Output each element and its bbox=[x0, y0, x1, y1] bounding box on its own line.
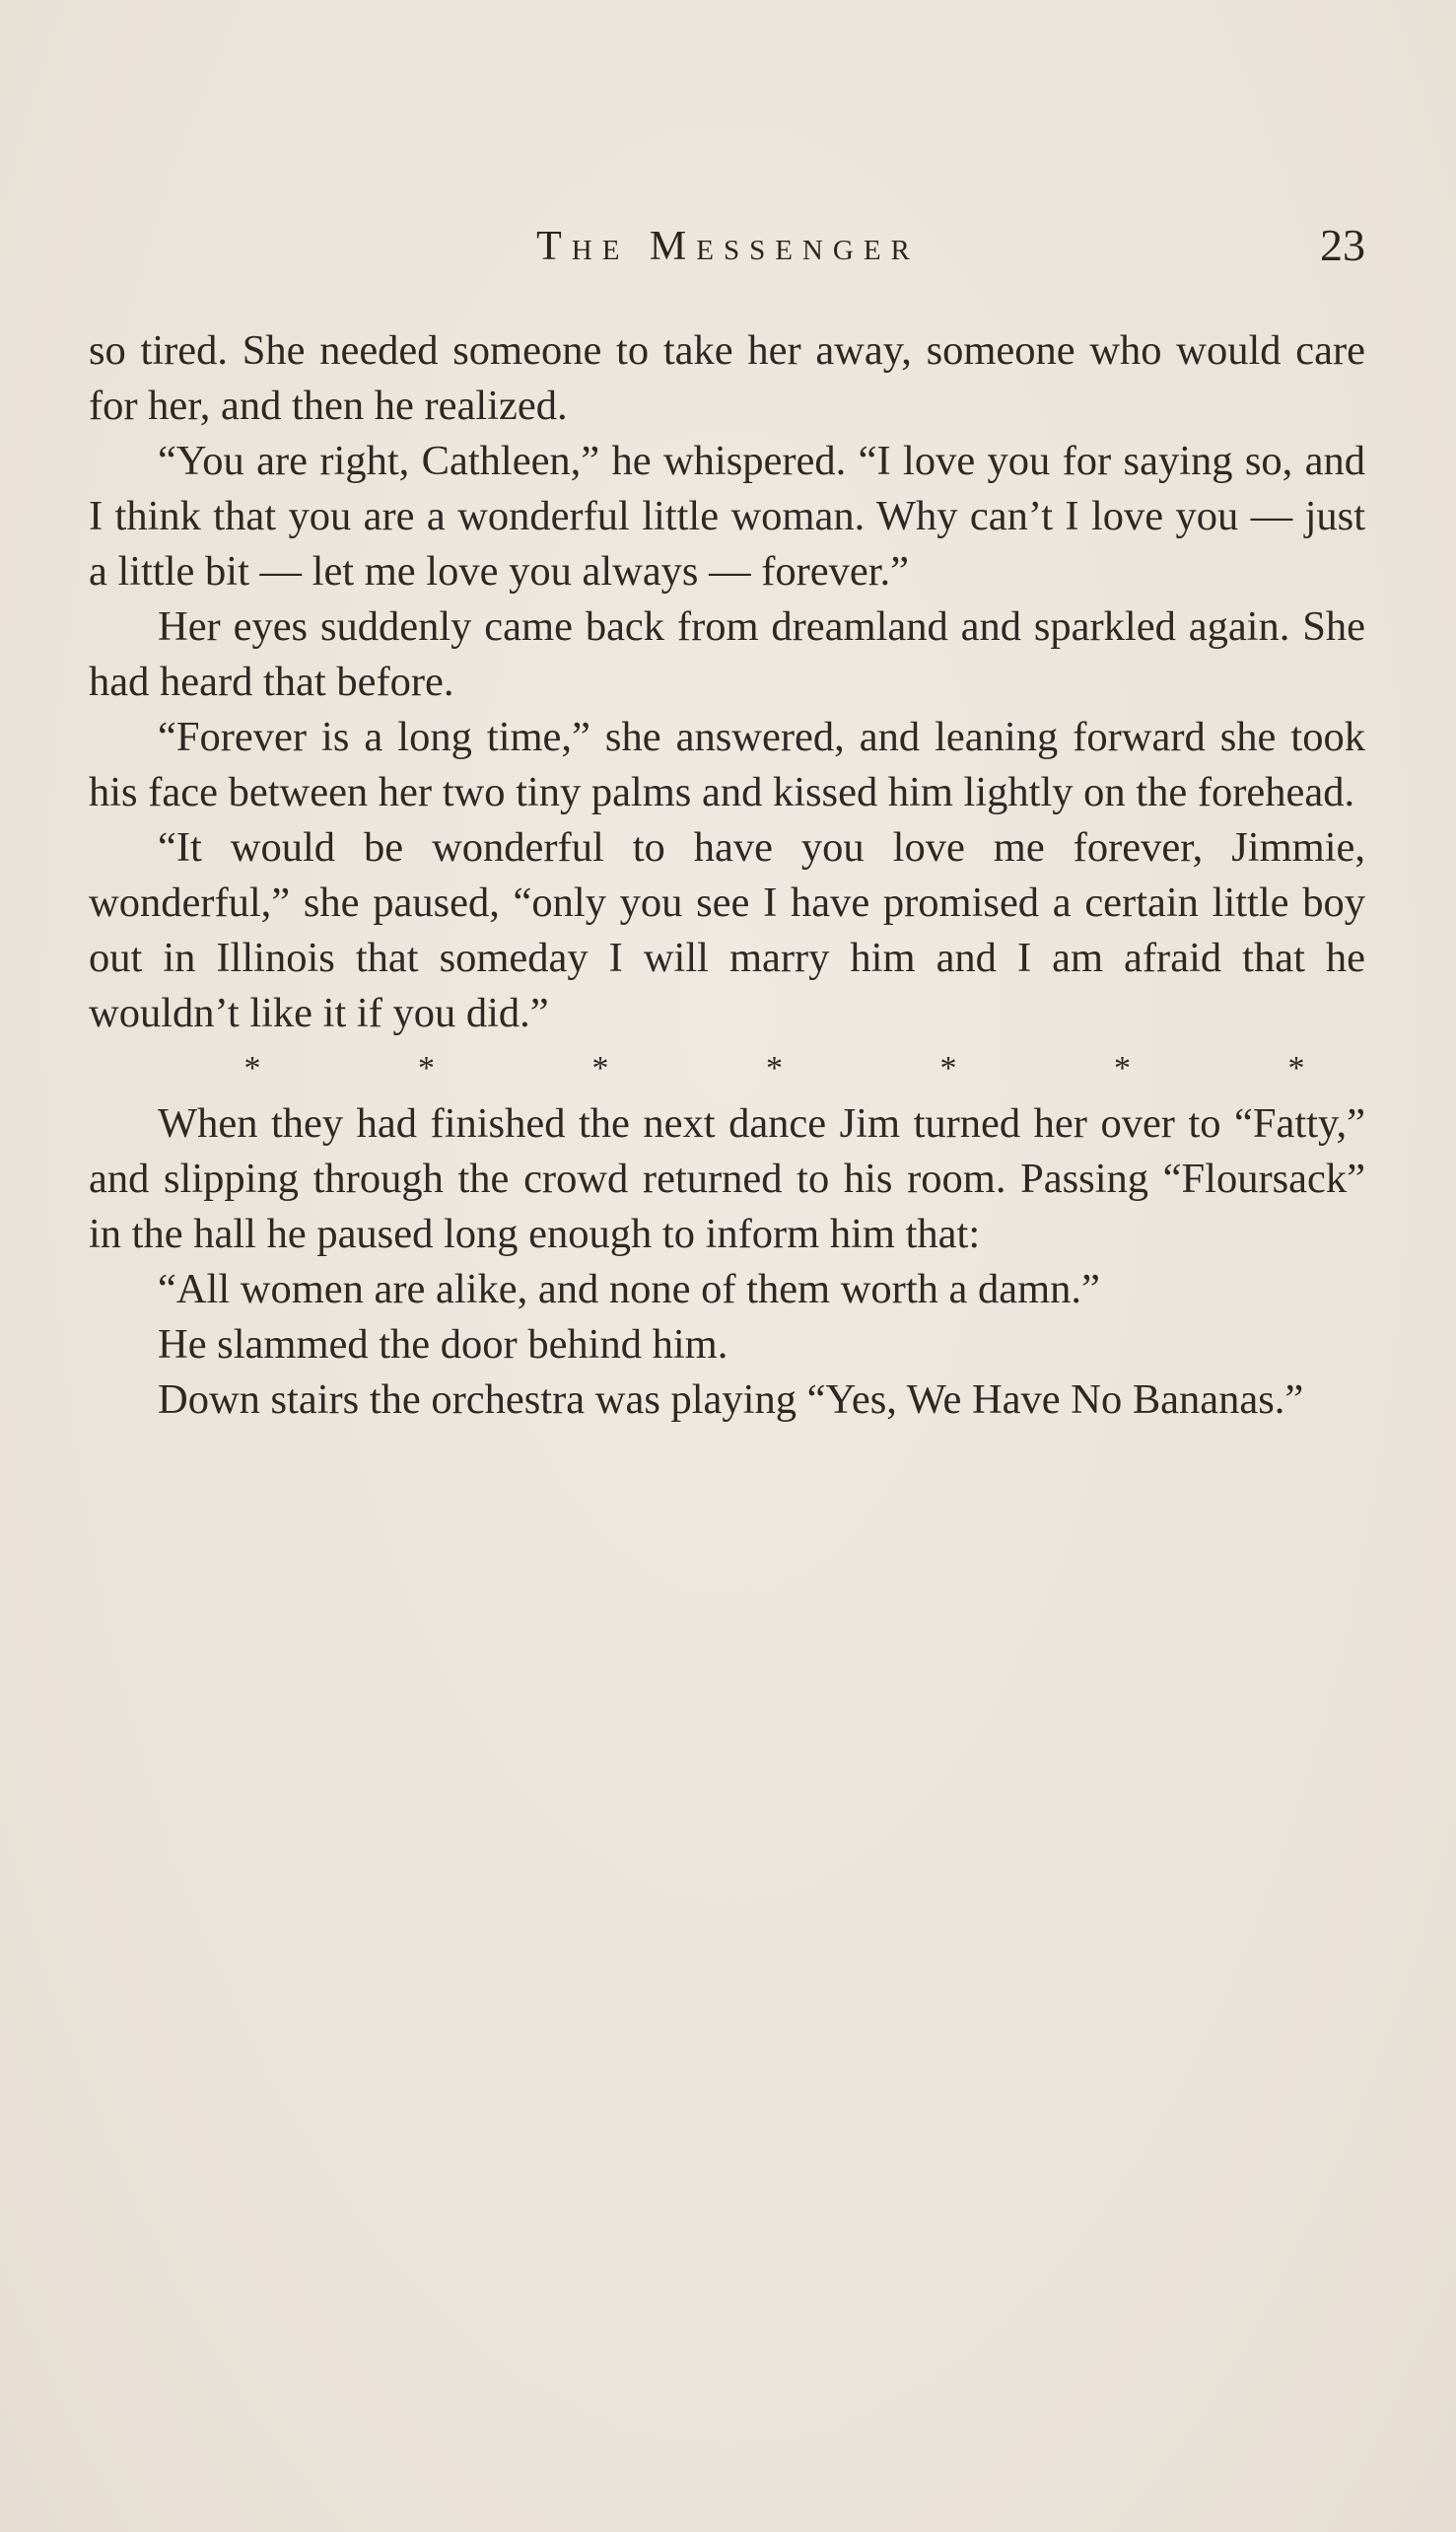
section-break-asterisk: * bbox=[1114, 1050, 1131, 1087]
paragraph-8: He slammed the door behind him. bbox=[158, 1321, 728, 1368]
section-break-asterisk: * bbox=[243, 1050, 261, 1087]
paragraph-1: so tired. She needed someone to take her away, someone who would care for her, and then he realized. bbox=[89, 327, 1365, 429]
body-text bbox=[89, 323, 1365, 1428]
section-break bbox=[89, 1041, 1365, 1096]
section-break-asterisk: * bbox=[591, 1050, 609, 1087]
running-head bbox=[0, 219, 1456, 278]
running-title: The Messenger bbox=[536, 224, 920, 269]
page-number: 23 bbox=[1320, 220, 1365, 270]
paragraph-9: Down stairs the orchestra was playing “Yes, We Have No Bananas.” bbox=[158, 1376, 1304, 1423]
paragraph-7: “All women are alike, and none of them worth a damn.” bbox=[158, 1266, 1100, 1312]
paragraph-2: “You are right, Cathleen,” he whispered. “I love you for saying so, and I think that you are a wonderful little woman. Why can’t I love you — just a little bit — let me love you always — forever.” bbox=[89, 438, 1365, 595]
paragraph-5: “It would be wonderful to have you love me forever, Jimmie, wonderful,” she paused, “only you see I have promised a certain little boy out in Illinois that someday I will marry him and I am afraid that he wouldn’t like it if you did.” bbox=[89, 824, 1365, 1036]
section-break-asterisk: * bbox=[418, 1050, 435, 1087]
paragraph-4: “Forever is a long time,” she answered, and leaning forward she took his face between her two tiny palms and kissed him lightly on the forehead. bbox=[89, 714, 1365, 815]
paragraph-6: When they had finished the next dance Jim turned her over to “Fatty,” and slipping through the crowd returned to his room. Passing “Floursack” in the hall he paused long enough to inform him that: bbox=[89, 1100, 1365, 1257]
section-break-asterisk: * bbox=[1287, 1050, 1305, 1087]
section-break-asterisk: * bbox=[939, 1050, 957, 1087]
paragraph-3: Her eyes suddenly came back from dreamland and sparkled again. She had heard that before. bbox=[89, 603, 1365, 705]
section-break-asterisk: * bbox=[766, 1050, 783, 1087]
